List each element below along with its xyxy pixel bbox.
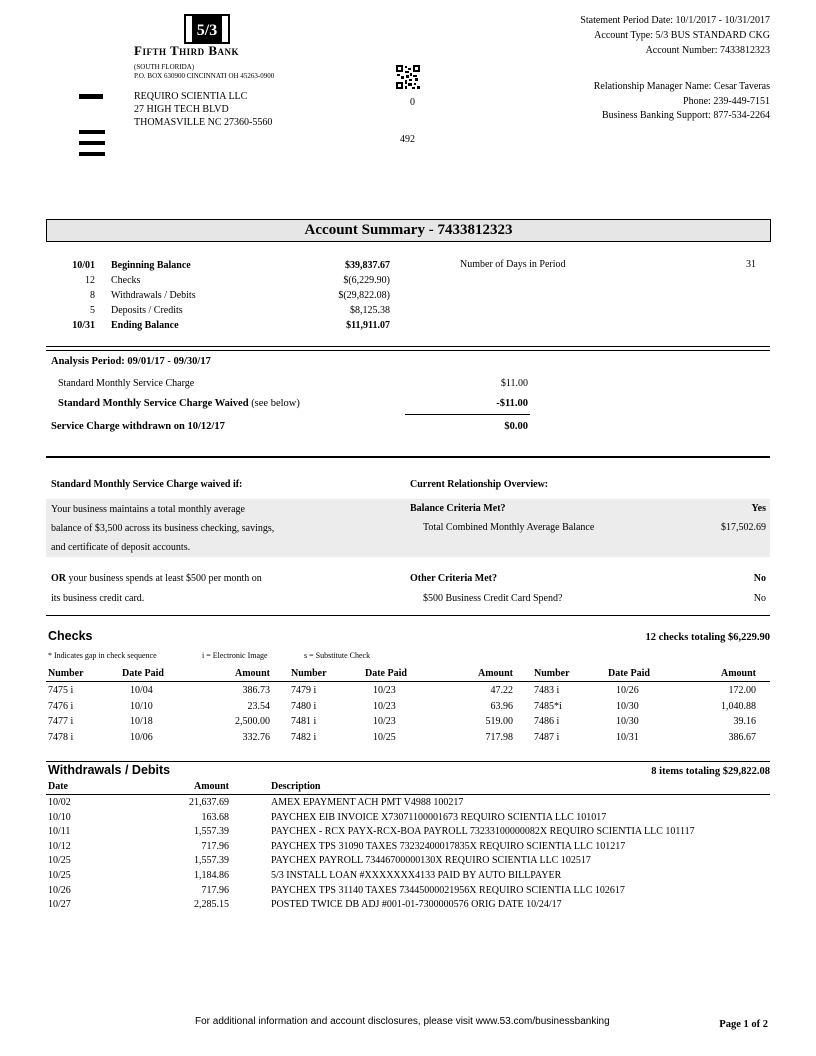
withdrawal-description: PAYCHEX EIB INVOICE X73071100001673 REQUIRO SCIENTIA LLC 101017 bbox=[271, 811, 607, 823]
check-number: 7486 i bbox=[534, 716, 560, 727]
summary-row-count: 5 bbox=[90, 305, 95, 316]
credit-card-spend-label: $500 Business Credit Card Spend? bbox=[423, 593, 563, 604]
summary-row-label: Deposits / Credits bbox=[111, 305, 183, 316]
bank-logo bbox=[184, 14, 230, 44]
analysis-period-title: Analysis Period: 09/01/17 - 09/30/17 bbox=[51, 356, 211, 367]
withdrawals-title: Withdrawals / Debits bbox=[48, 763, 171, 777]
withdrawal-amount: 1,184.86 bbox=[194, 870, 229, 881]
withdrawal-amount: 1,557.39 bbox=[194, 855, 229, 867]
waiver-line3: and certificate of deposit accounts. bbox=[51, 542, 191, 553]
waiver-title: Standard Monthly Service Charge waived if: bbox=[51, 479, 243, 490]
checks-header-amount: Amount bbox=[234, 668, 270, 679]
footer-note: For additional information and account disclosures, please visit www.53.com/businessbanking bbox=[195, 1016, 610, 1027]
withdrawals-header-amount: Amount bbox=[193, 781, 229, 792]
bank-address: P.O. BOX 630900 CINCINNATI OH 45263-0900 bbox=[134, 72, 275, 80]
withdrawal-date: 10/02 bbox=[48, 797, 71, 808]
check-amount: 717.98 bbox=[485, 731, 513, 743]
withdrawal-description: PAYCHEX PAYROLL 73446700000130X REQUIRO SCIENTIA LLC 102517 bbox=[271, 855, 591, 867]
check-number: 7480 i bbox=[291, 700, 317, 712]
summary-row-label: Withdrawals / Debits bbox=[111, 290, 196, 301]
withdrawal-date: 10/26 bbox=[48, 884, 71, 896]
or-line2: its business credit card. bbox=[51, 593, 145, 604]
checks-header-date: Date Paid bbox=[365, 668, 407, 679]
summary-row bbox=[52, 318, 390, 333]
analysis-row1-value: $11.00 bbox=[500, 378, 528, 389]
days-in-period-value: 31 bbox=[746, 259, 756, 270]
divider-1b bbox=[46, 350, 770, 351]
check-date: 10/04 bbox=[130, 685, 153, 696]
summary-row-count: 8 bbox=[90, 290, 95, 301]
check-number: 7476 i bbox=[48, 700, 74, 712]
withdrawal-description: AMEX EPAYMENT ACH PMT V4988 100217 bbox=[271, 797, 464, 808]
check-number: 7478 i bbox=[48, 731, 74, 743]
withdrawal-description: PAYCHEX - RCX PAYX-RCX-BOA PAYROLL 73233100000082X REQUIRO SCIENTIA LLC 101117 bbox=[271, 826, 695, 838]
checks-total: 12 checks totaling $6,229.90 bbox=[645, 632, 770, 643]
summary-row bbox=[52, 288, 390, 303]
check-number: 7481 i bbox=[291, 716, 317, 727]
summary-row bbox=[52, 303, 390, 318]
withdrawal-description: 5/3 INSTALL LOAN #XXXXXXX4133 PAID BY AUTO BILLPAYER bbox=[271, 870, 562, 881]
summary-row bbox=[52, 273, 390, 288]
check-number: 7487 i bbox=[534, 731, 560, 743]
withdrawal-date: 10/25 bbox=[48, 870, 71, 881]
check-amount: 63.96 bbox=[490, 700, 513, 712]
summary-row-amount: $(29,822.08) bbox=[338, 290, 390, 301]
analysis-row2-label bbox=[58, 398, 300, 409]
check-number: 7482 i bbox=[291, 731, 317, 743]
mail-mark-2 bbox=[79, 130, 105, 134]
withdrawal-date: 10/27 bbox=[48, 899, 71, 911]
or-line1 bbox=[51, 573, 262, 584]
withdrawal-description: PAYCHEX TPS 31140 TAXES 73445000021956X REQUIRO SCIENTIA LLC 102617 bbox=[271, 884, 625, 896]
mail-mark-3 bbox=[79, 141, 105, 145]
check-amount: 23.54 bbox=[247, 700, 270, 712]
check-amount: 519.00 bbox=[485, 716, 513, 727]
checks-header-amount: Amount bbox=[477, 668, 513, 679]
check-number: 7485*i bbox=[534, 700, 562, 712]
withdrawal-description: POSTED TWICE DB ADJ #001-01-7300000576 ORIG DATE 10/24/17 bbox=[271, 899, 562, 911]
withdrawal-amount: 717.96 bbox=[201, 884, 229, 896]
withdrawals-header-description: Description bbox=[271, 781, 321, 792]
mail-mark-1 bbox=[79, 94, 103, 99]
checks-legend-substitute: s = Substitute Check bbox=[304, 651, 371, 660]
withdrawals-header-line bbox=[46, 794, 770, 795]
customer-name: REQUIRO SCIENTIA LLC bbox=[134, 91, 248, 102]
withdrawal-amount: 163.68 bbox=[201, 811, 229, 823]
check-amount: 386.67 bbox=[728, 731, 756, 743]
withdrawal-description: PAYCHEX TPS 31090 TAXES 73232400017835X REQUIRO SCIENTIA LLC 101217 bbox=[271, 840, 626, 852]
check-date: 10/06 bbox=[130, 731, 153, 743]
check-date: 10/31 bbox=[616, 731, 639, 743]
balance-criteria-label: Balance Criteria Met? bbox=[410, 503, 506, 514]
manager-phone: Phone: 239-449-7151 bbox=[683, 96, 770, 107]
check-amount: 2,500.00 bbox=[235, 716, 270, 727]
check-date: 10/26 bbox=[616, 685, 639, 696]
account-type: Account Type: 5/3 BUS STANDARD CKG bbox=[594, 30, 770, 41]
withdrawal-amount: 1,557.39 bbox=[194, 826, 229, 838]
waiver-line2: balance of $3,500 across its business checking, savings, bbox=[51, 523, 275, 534]
checks-header-line bbox=[46, 681, 770, 682]
checks-header-amount: Amount bbox=[720, 668, 756, 679]
divider-4 bbox=[46, 761, 770, 762]
summary-row-count: 10/01 bbox=[72, 260, 95, 271]
checks-header-date: Date Paid bbox=[122, 668, 164, 679]
withdrawals-header-date: Date bbox=[48, 781, 68, 792]
summary-row-amount: $8,125.38 bbox=[350, 305, 390, 316]
checks-header-date: Date Paid bbox=[608, 668, 650, 679]
relationship-manager: Relationship Manager Name: Cesar Taveras bbox=[593, 81, 770, 92]
waiver-line1: Your business maintains a total monthly average bbox=[51, 504, 245, 515]
check-date: 10/23 bbox=[373, 685, 396, 696]
analysis-row3-label: Service Charge withdrawn on 10/12/17 bbox=[51, 421, 225, 432]
summary-table bbox=[52, 258, 390, 333]
check-number: 7479 i bbox=[291, 685, 317, 696]
analysis-row3-value: $0.00 bbox=[504, 421, 528, 432]
analysis-row2-value: -$11.00 bbox=[496, 398, 528, 409]
account-summary-title bbox=[46, 219, 771, 242]
combined-balance-label: Total Combined Monthly Average Balance bbox=[423, 522, 595, 533]
check-date: 10/18 bbox=[130, 716, 153, 727]
summary-row-count: 10/31 bbox=[72, 320, 95, 331]
divider-3 bbox=[46, 615, 770, 616]
summary-row bbox=[52, 258, 390, 273]
withdrawal-amount: 717.96 bbox=[201, 840, 229, 852]
summary-row-label: Checks bbox=[111, 275, 141, 286]
check-number: 7483 i bbox=[534, 685, 560, 696]
summary-row-label: Ending Balance bbox=[111, 320, 179, 331]
page-number: Page 1 of 2 bbox=[719, 1019, 768, 1030]
mail-code-2: 492 bbox=[400, 134, 415, 145]
divider-1 bbox=[46, 346, 770, 347]
relationship-overview-title: Current Relationship Overview: bbox=[410, 479, 549, 490]
summary-row-amount: $39,837.67 bbox=[345, 260, 390, 271]
checks-header-number: Number bbox=[534, 668, 570, 679]
withdrawal-date: 10/10 bbox=[48, 811, 71, 823]
analysis-subtotal-line bbox=[405, 414, 530, 415]
divider-2 bbox=[46, 456, 770, 458]
customer-address1: 27 HIGH TECH BLVD bbox=[134, 104, 229, 115]
credit-card-spend-value: No bbox=[753, 593, 766, 604]
check-amount: 39.16 bbox=[733, 716, 756, 727]
bank-name: Fifth Third Bank bbox=[134, 43, 240, 58]
check-amount: 332.76 bbox=[242, 731, 270, 743]
svg-text:5/3: 5/3 bbox=[196, 22, 218, 39]
summary-row-amount: $(6,229.90) bbox=[343, 275, 390, 286]
mail-code-1: 0 bbox=[410, 97, 415, 108]
check-date: 10/25 bbox=[373, 731, 396, 743]
check-date: 10/30 bbox=[616, 716, 639, 727]
bank-region: (SOUTH FLORIDA) bbox=[134, 63, 195, 71]
check-date: 10/10 bbox=[130, 700, 153, 712]
check-date: 10/30 bbox=[616, 700, 639, 712]
account-number: Account Number: 7433812323 bbox=[645, 45, 770, 56]
summary-row-count: 12 bbox=[85, 275, 95, 286]
check-amount: 47.22 bbox=[490, 685, 513, 696]
check-date: 10/23 bbox=[373, 716, 396, 727]
analysis-row1-label: Standard Monthly Service Charge bbox=[58, 378, 195, 389]
or-word: OR bbox=[51, 573, 66, 584]
check-number: 7477 i bbox=[48, 716, 74, 727]
withdrawal-date: 10/11 bbox=[48, 826, 71, 838]
withdrawal-date: 10/12 bbox=[48, 840, 71, 852]
qr-code bbox=[396, 65, 420, 89]
checks-legend-electronic: i = Electronic Image bbox=[202, 651, 268, 660]
statement-period: Statement Period Date: 10/1/2017 - 10/31/2017 bbox=[580, 15, 770, 26]
customer-address2: THOMASVILLE NC 27360-5560 bbox=[134, 117, 273, 128]
withdrawal-amount: 21,637.69 bbox=[189, 797, 229, 808]
balance-criteria-value: Yes bbox=[751, 503, 766, 514]
waived-label-text: Standard Monthly Service Charge Waived bbox=[58, 398, 249, 409]
or-line1-text: your business spends at least $500 per month on bbox=[66, 573, 262, 584]
check-number: 7475 i bbox=[48, 685, 74, 696]
support-phone: Business Banking Support: 877-534-2264 bbox=[601, 110, 770, 121]
other-criteria-value: No bbox=[753, 573, 766, 584]
withdrawals-total: 8 items totaling $29,822.08 bbox=[651, 766, 770, 777]
check-amount: 1,040.88 bbox=[721, 700, 756, 712]
check-amount: 172.00 bbox=[728, 685, 756, 696]
checks-title: Checks bbox=[48, 629, 93, 643]
mail-mark-4 bbox=[79, 152, 105, 156]
withdrawal-date: 10/25 bbox=[48, 855, 71, 867]
other-criteria-label: Other Criteria Met? bbox=[410, 573, 497, 584]
summary-row-amount: $11,911.07 bbox=[346, 320, 390, 331]
check-amount: 386.73 bbox=[242, 685, 270, 696]
combined-balance-value: $17,502.69 bbox=[721, 522, 766, 533]
check-date: 10/23 bbox=[373, 700, 396, 712]
checks-legend-gap: * Indicates gap in check sequence bbox=[48, 651, 157, 660]
summary-row-label: Beginning Balance bbox=[111, 260, 191, 271]
account-summary-title-text: Account Summary - 7433812323 bbox=[304, 222, 513, 238]
withdrawal-amount: 2,285.15 bbox=[194, 899, 229, 911]
days-in-period-label: Number of Days in Period bbox=[460, 259, 566, 270]
waived-note: (see below) bbox=[251, 398, 300, 409]
checks-header-number: Number bbox=[48, 668, 84, 679]
checks-header-number: Number bbox=[291, 668, 327, 679]
